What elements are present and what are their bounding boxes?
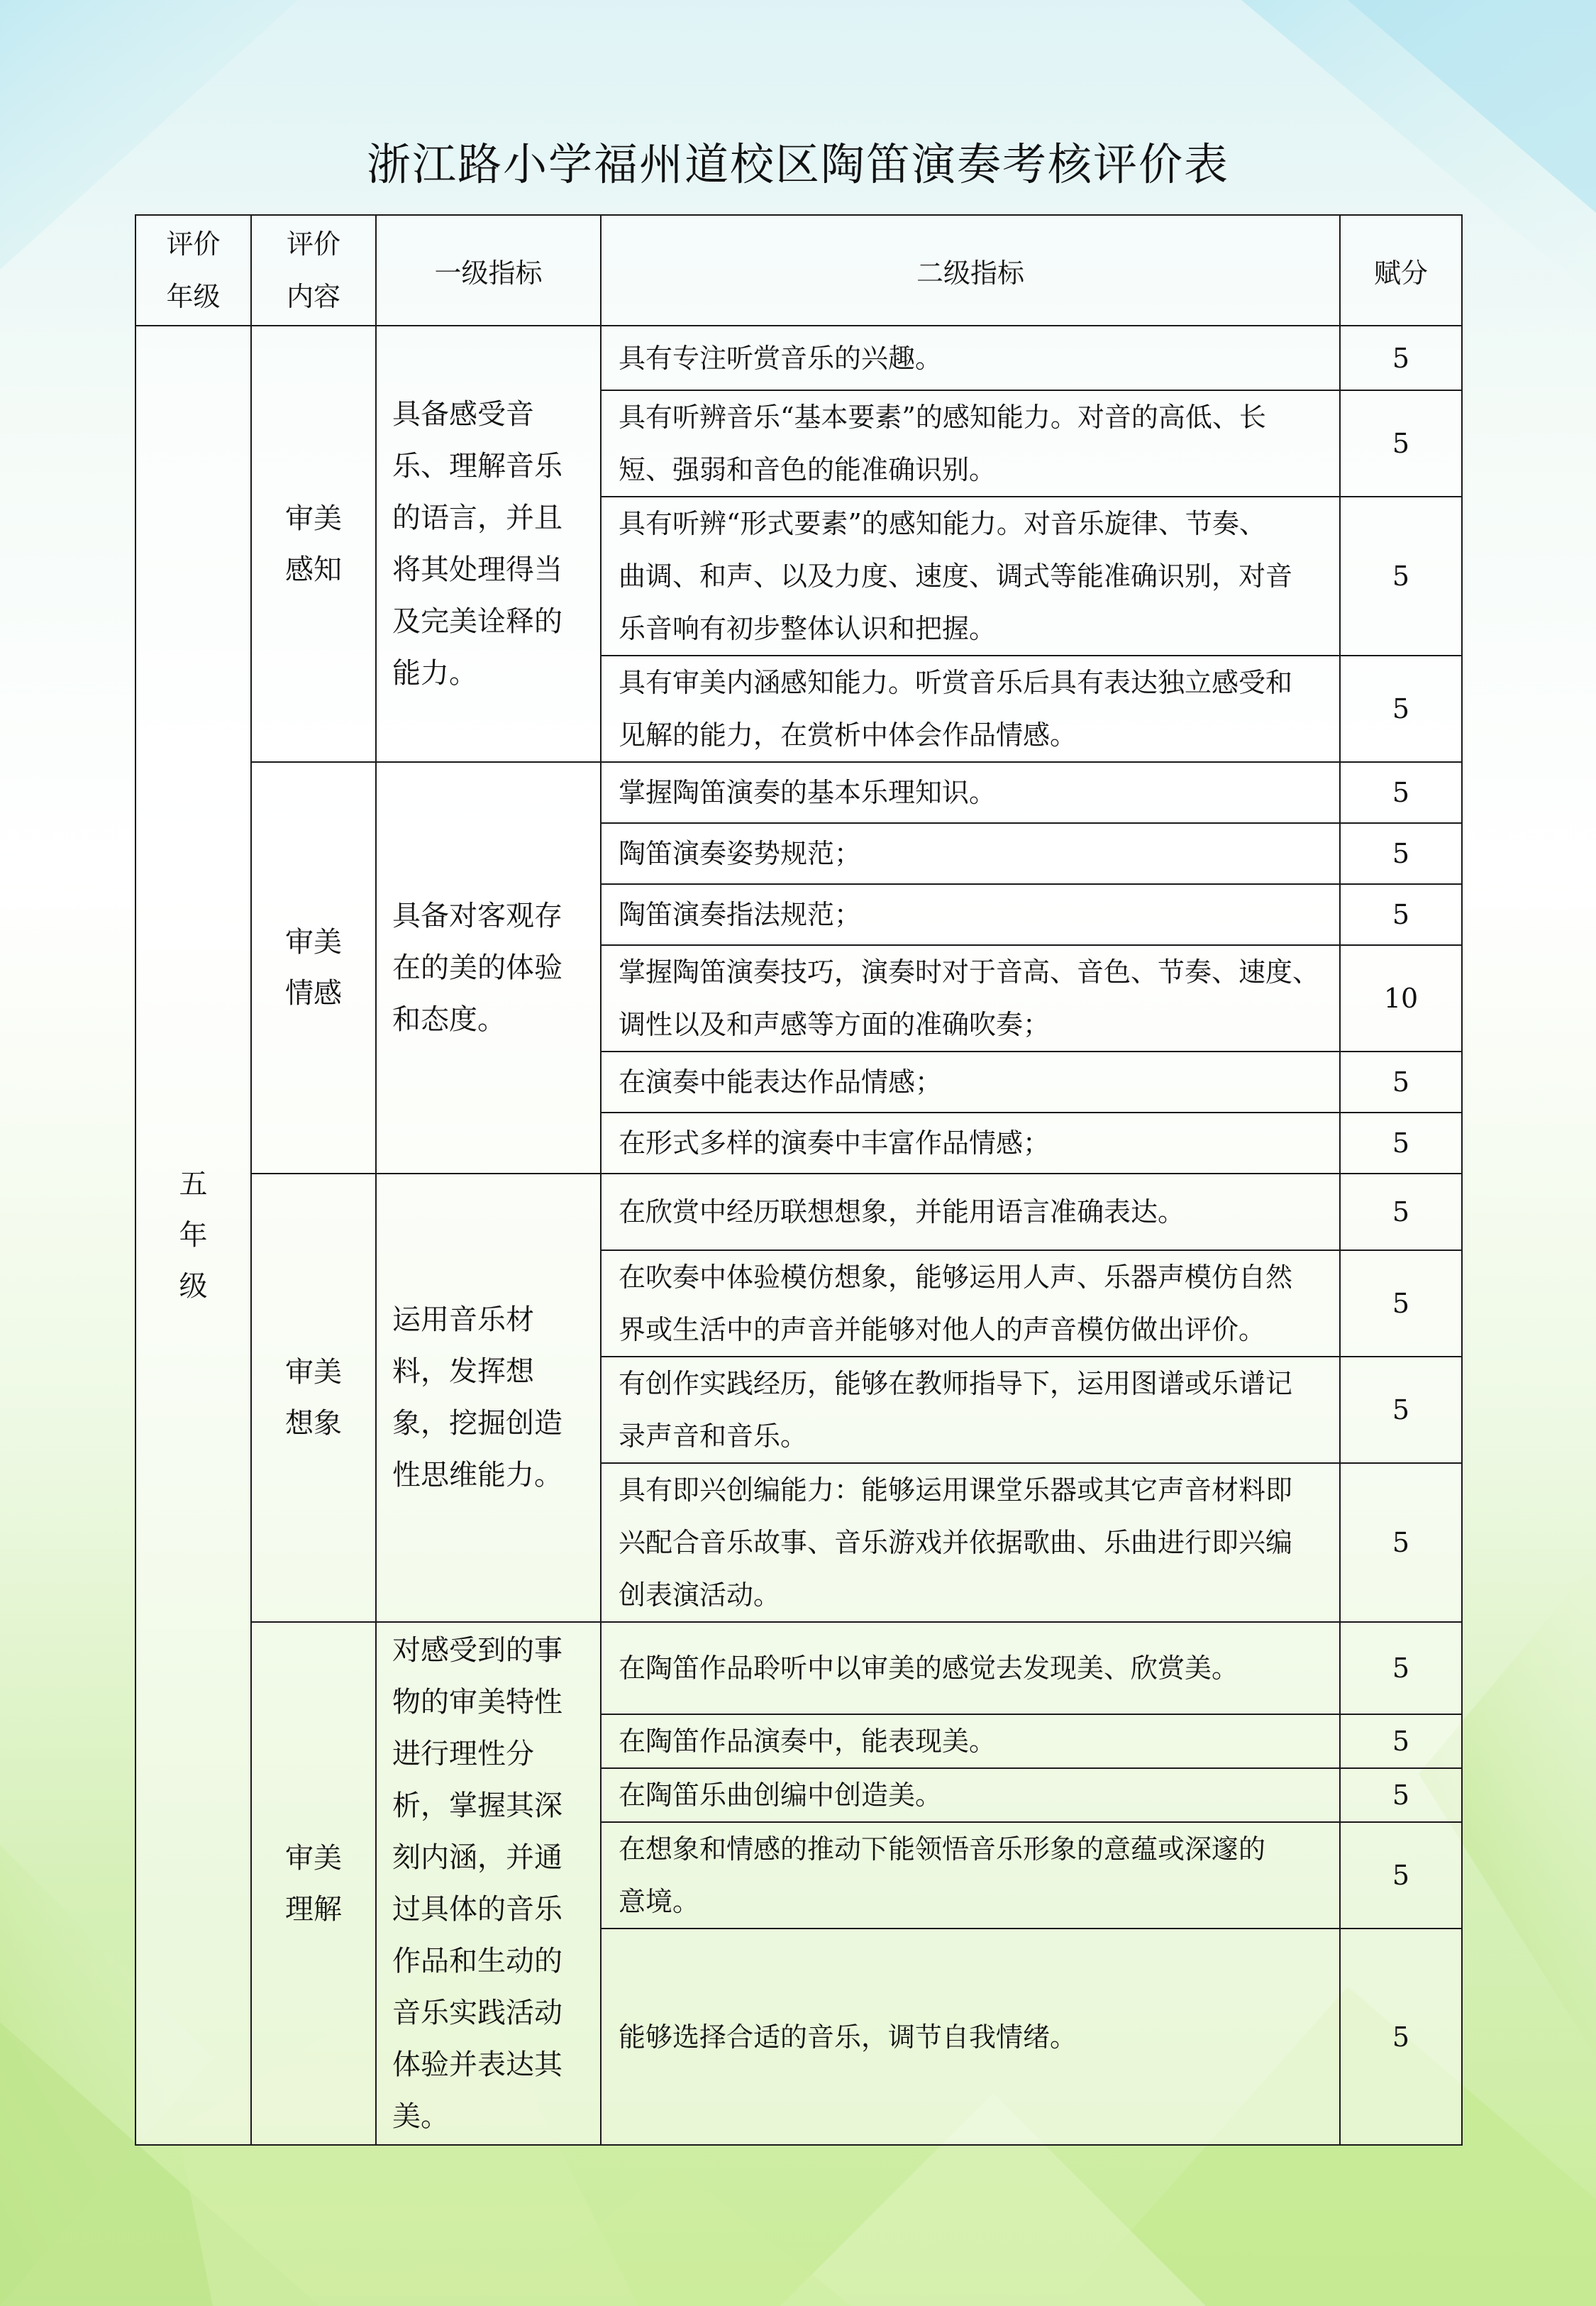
level1-text-line: 析，掌握其深 (392, 1789, 563, 1822)
level2-indicator-cell (601, 656, 1340, 762)
category-label-line: 想象 (285, 1407, 342, 1440)
level1-text-line: 将其处理得当 (392, 553, 563, 586)
header-content-line1: 评价 (286, 228, 340, 260)
level1-text-line: 进行理性分 (392, 1737, 534, 1770)
level2-text-line: 有创作实践经历，能够在教师指导下，运用图谱或乐谱记 (619, 1368, 1293, 1399)
header-grade-line1: 评价 (166, 228, 221, 260)
score-cell: 5 (1340, 1822, 1462, 1929)
level1-indicator-cell (376, 1622, 601, 2145)
level1-indicator-cell (376, 762, 601, 1174)
score-cell: 5 (1340, 1250, 1462, 1357)
score-cell: 5 (1340, 762, 1462, 823)
evaluation-table (135, 214, 1463, 2146)
level2-text-line: 曲调、和声、以及力度、速度、调式等能准确识别，对音 (619, 561, 1293, 592)
table-row (135, 326, 1462, 390)
level2-indicator-cell (601, 390, 1340, 497)
level2-text-line: 兴配合音乐故事、音乐游戏并依据歌曲、乐曲进行即兴编 (619, 1527, 1293, 1558)
level2-text-line: 乐音响有初步整体认识和把握。 (619, 613, 997, 644)
level2-text-line: 见解的能力，在赏析中体会作品情感。 (619, 719, 1077, 751)
score-cell: 5 (1340, 1463, 1462, 1622)
page-title: 浙江路小学福州道校区陶笛演奏考核评价表 (366, 138, 1229, 190)
score-cell: 5 (1340, 823, 1462, 884)
level2-text-line: 具有听辨“形式要素”的感知能力。对音乐旋律、节奏、 (619, 508, 1266, 539)
level2-text-line: 陶笛演奏指法规范； (619, 899, 862, 930)
level1-text-line: 能力。 (392, 656, 477, 690)
category-label-line: 审美 (285, 502, 342, 535)
level2-text-line: 创表演活动。 (619, 1579, 781, 1611)
level1-text-line: 对感受到的事 (392, 1633, 563, 1667)
category-label-line: 审美 (285, 1356, 342, 1389)
level1-text-line: 乐、理解音乐 (392, 449, 563, 482)
header-level2: 二级指标 (601, 215, 1340, 326)
level2-text-line: 录声音和音乐。 (619, 1420, 808, 1452)
level2-indicator-cell (601, 1250, 1340, 1357)
score-cell: 5 (1340, 1714, 1462, 1768)
level2-indicator-cell (601, 326, 1340, 390)
level2-text-line: 能够选择合适的音乐，调节自我情绪。 (619, 2021, 1077, 2053)
header-grade (135, 215, 251, 326)
level2-indicator-cell (601, 1768, 1340, 1822)
grade-char: 级 (179, 1270, 208, 1303)
level2-indicator-cell (601, 1113, 1340, 1174)
level1-text-line: 美。 (392, 2100, 449, 2133)
score-cell: 5 (1340, 1929, 1462, 2145)
level1-text-line: 作品和生动的 (392, 1944, 563, 1977)
score-cell: 5 (1340, 884, 1462, 945)
level1-text-line: 性思维能力。 (392, 1459, 563, 1491)
level2-text-line: 在形式多样的演奏中丰富作品情感； (619, 1127, 1051, 1159)
level2-indicator-cell (601, 497, 1340, 656)
score-cell: 5 (1340, 1622, 1462, 1714)
level2-text-line: 意境。 (619, 1886, 700, 1917)
score-cell: 10 (1340, 945, 1462, 1052)
level1-text-line: 及完美诠释的 (392, 605, 563, 638)
level2-text-line: 在想象和情感的推动下能领悟音乐形象的意蕴或深邃的 (619, 1833, 1266, 1865)
level2-indicator-cell (601, 1052, 1340, 1113)
score-cell: 5 (1340, 1357, 1462, 1463)
category-cell (251, 1174, 376, 1622)
level1-text-line: 具备感受音 (392, 397, 534, 431)
level1-text-line: 象，挖掘创造 (392, 1407, 563, 1440)
level1-text-line: 物的审美特性 (392, 1685, 563, 1719)
category-label-line: 审美 (285, 1841, 342, 1875)
score-cell: 5 (1340, 1174, 1462, 1250)
level2-indicator-cell (601, 1822, 1340, 1929)
grade-cell (135, 326, 251, 2145)
evaluation-table-body (135, 215, 1462, 2145)
level2-text-line: 具有听辨音乐“基本要素”的感知能力。对音的高低、长 (619, 402, 1266, 433)
level1-text-line: 和态度。 (392, 1003, 506, 1036)
level1-text-line: 具备对客观存 (392, 899, 563, 932)
table-row (135, 1174, 1462, 1250)
level2-indicator-cell (601, 1463, 1340, 1622)
category-label-line: 审美 (285, 926, 342, 959)
score-cell: 5 (1340, 656, 1462, 762)
grade-char: 五 (179, 1168, 208, 1201)
level2-indicator-cell (601, 1714, 1340, 1768)
level1-text-line: 料，发挥想 (392, 1355, 534, 1388)
level1-text-line: 的语言，并且 (392, 501, 563, 534)
level1-text-line: 体验并表达其 (392, 2048, 563, 2081)
level1-text-line: 过具体的音乐 (392, 1892, 563, 1926)
level2-indicator-cell (601, 1929, 1340, 2145)
header-content-line2: 内容 (286, 281, 340, 312)
level2-indicator-cell (601, 945, 1340, 1052)
header-level1: 一级指标 (376, 215, 601, 326)
table-row (135, 762, 1462, 823)
score-cell: 5 (1340, 326, 1462, 390)
level2-text-line: 掌握陶笛演奏的基本乐理知识。 (619, 777, 997, 808)
table-row (135, 1622, 1462, 1714)
level2-indicator-cell (601, 884, 1340, 945)
score-cell: 5 (1340, 390, 1462, 497)
level1-indicator-cell (376, 326, 601, 762)
level2-text-line: 在陶笛乐曲创编中创造美。 (619, 1780, 943, 1811)
level2-text-line: 在欣赏中经历联想想象，并能用语言准确表达。 (619, 1196, 1185, 1228)
level2-text-line: 掌握陶笛演奏技巧，演奏时对于音高、音色、节奏、速度、 (619, 956, 1320, 988)
category-label-line: 感知 (285, 553, 342, 586)
header-grade-line2: 年级 (166, 281, 221, 312)
score-cell: 5 (1340, 497, 1462, 656)
level2-text-line: 调性以及和声感等方面的准确吹奏； (619, 1009, 1051, 1040)
header-score: 赋分 (1340, 215, 1462, 326)
level2-text-line: 具有专注听赏音乐的兴趣。 (619, 342, 943, 374)
level2-text-line: 在演奏中能表达作品情感； (619, 1066, 943, 1098)
level2-indicator-cell (601, 1174, 1340, 1250)
score-cell: 5 (1340, 1052, 1462, 1113)
level2-text-line: 在陶笛作品演奏中，能表现美。 (619, 1726, 997, 1757)
level1-text-line: 刻内涵，并通 (392, 1841, 563, 1874)
level1-text-line: 运用音乐材 (392, 1303, 534, 1336)
score-cell: 5 (1340, 1768, 1462, 1822)
score-cell: 5 (1340, 1113, 1462, 1174)
level2-text-line: 在吹奏中体验模仿想象，能够运用人声、乐器声模仿自然 (619, 1262, 1293, 1293)
level1-text-line: 在的美的体验 (392, 951, 563, 984)
level2-text-line: 界或生活中的声音并能够对他人的声音模仿做出评价。 (619, 1314, 1266, 1345)
level1-text-line: 音乐实践活动 (392, 1996, 563, 2029)
level2-indicator-cell (601, 1357, 1340, 1463)
level1-indicator-cell (376, 1174, 601, 1622)
level2-text-line: 具有即兴创编能力：能够运用课堂乐器或其它声音材料即 (619, 1474, 1293, 1506)
level2-text-line: 具有审美内涵感知能力。听赏音乐后具有表达独立感受和 (619, 667, 1293, 698)
header-content (251, 215, 376, 326)
category-cell (251, 1622, 376, 2145)
level2-indicator-cell (601, 1622, 1340, 1714)
table-header-row (135, 215, 1462, 326)
category-label-line: 情感 (285, 977, 342, 1010)
category-cell (251, 762, 376, 1174)
level2-text-line: 在陶笛作品聆听中以审美的感觉去发现美、欣赏美。 (619, 1653, 1239, 1684)
level2-text-line: 短、强弱和音色的能准确识别。 (619, 454, 997, 485)
category-cell (251, 326, 376, 762)
grade-char: 年 (179, 1219, 208, 1252)
level2-indicator-cell (601, 823, 1340, 884)
level2-text-line: 陶笛演奏姿势规范； (619, 838, 862, 869)
level2-indicator-cell (601, 762, 1340, 823)
category-label-line: 理解 (285, 1892, 342, 1926)
